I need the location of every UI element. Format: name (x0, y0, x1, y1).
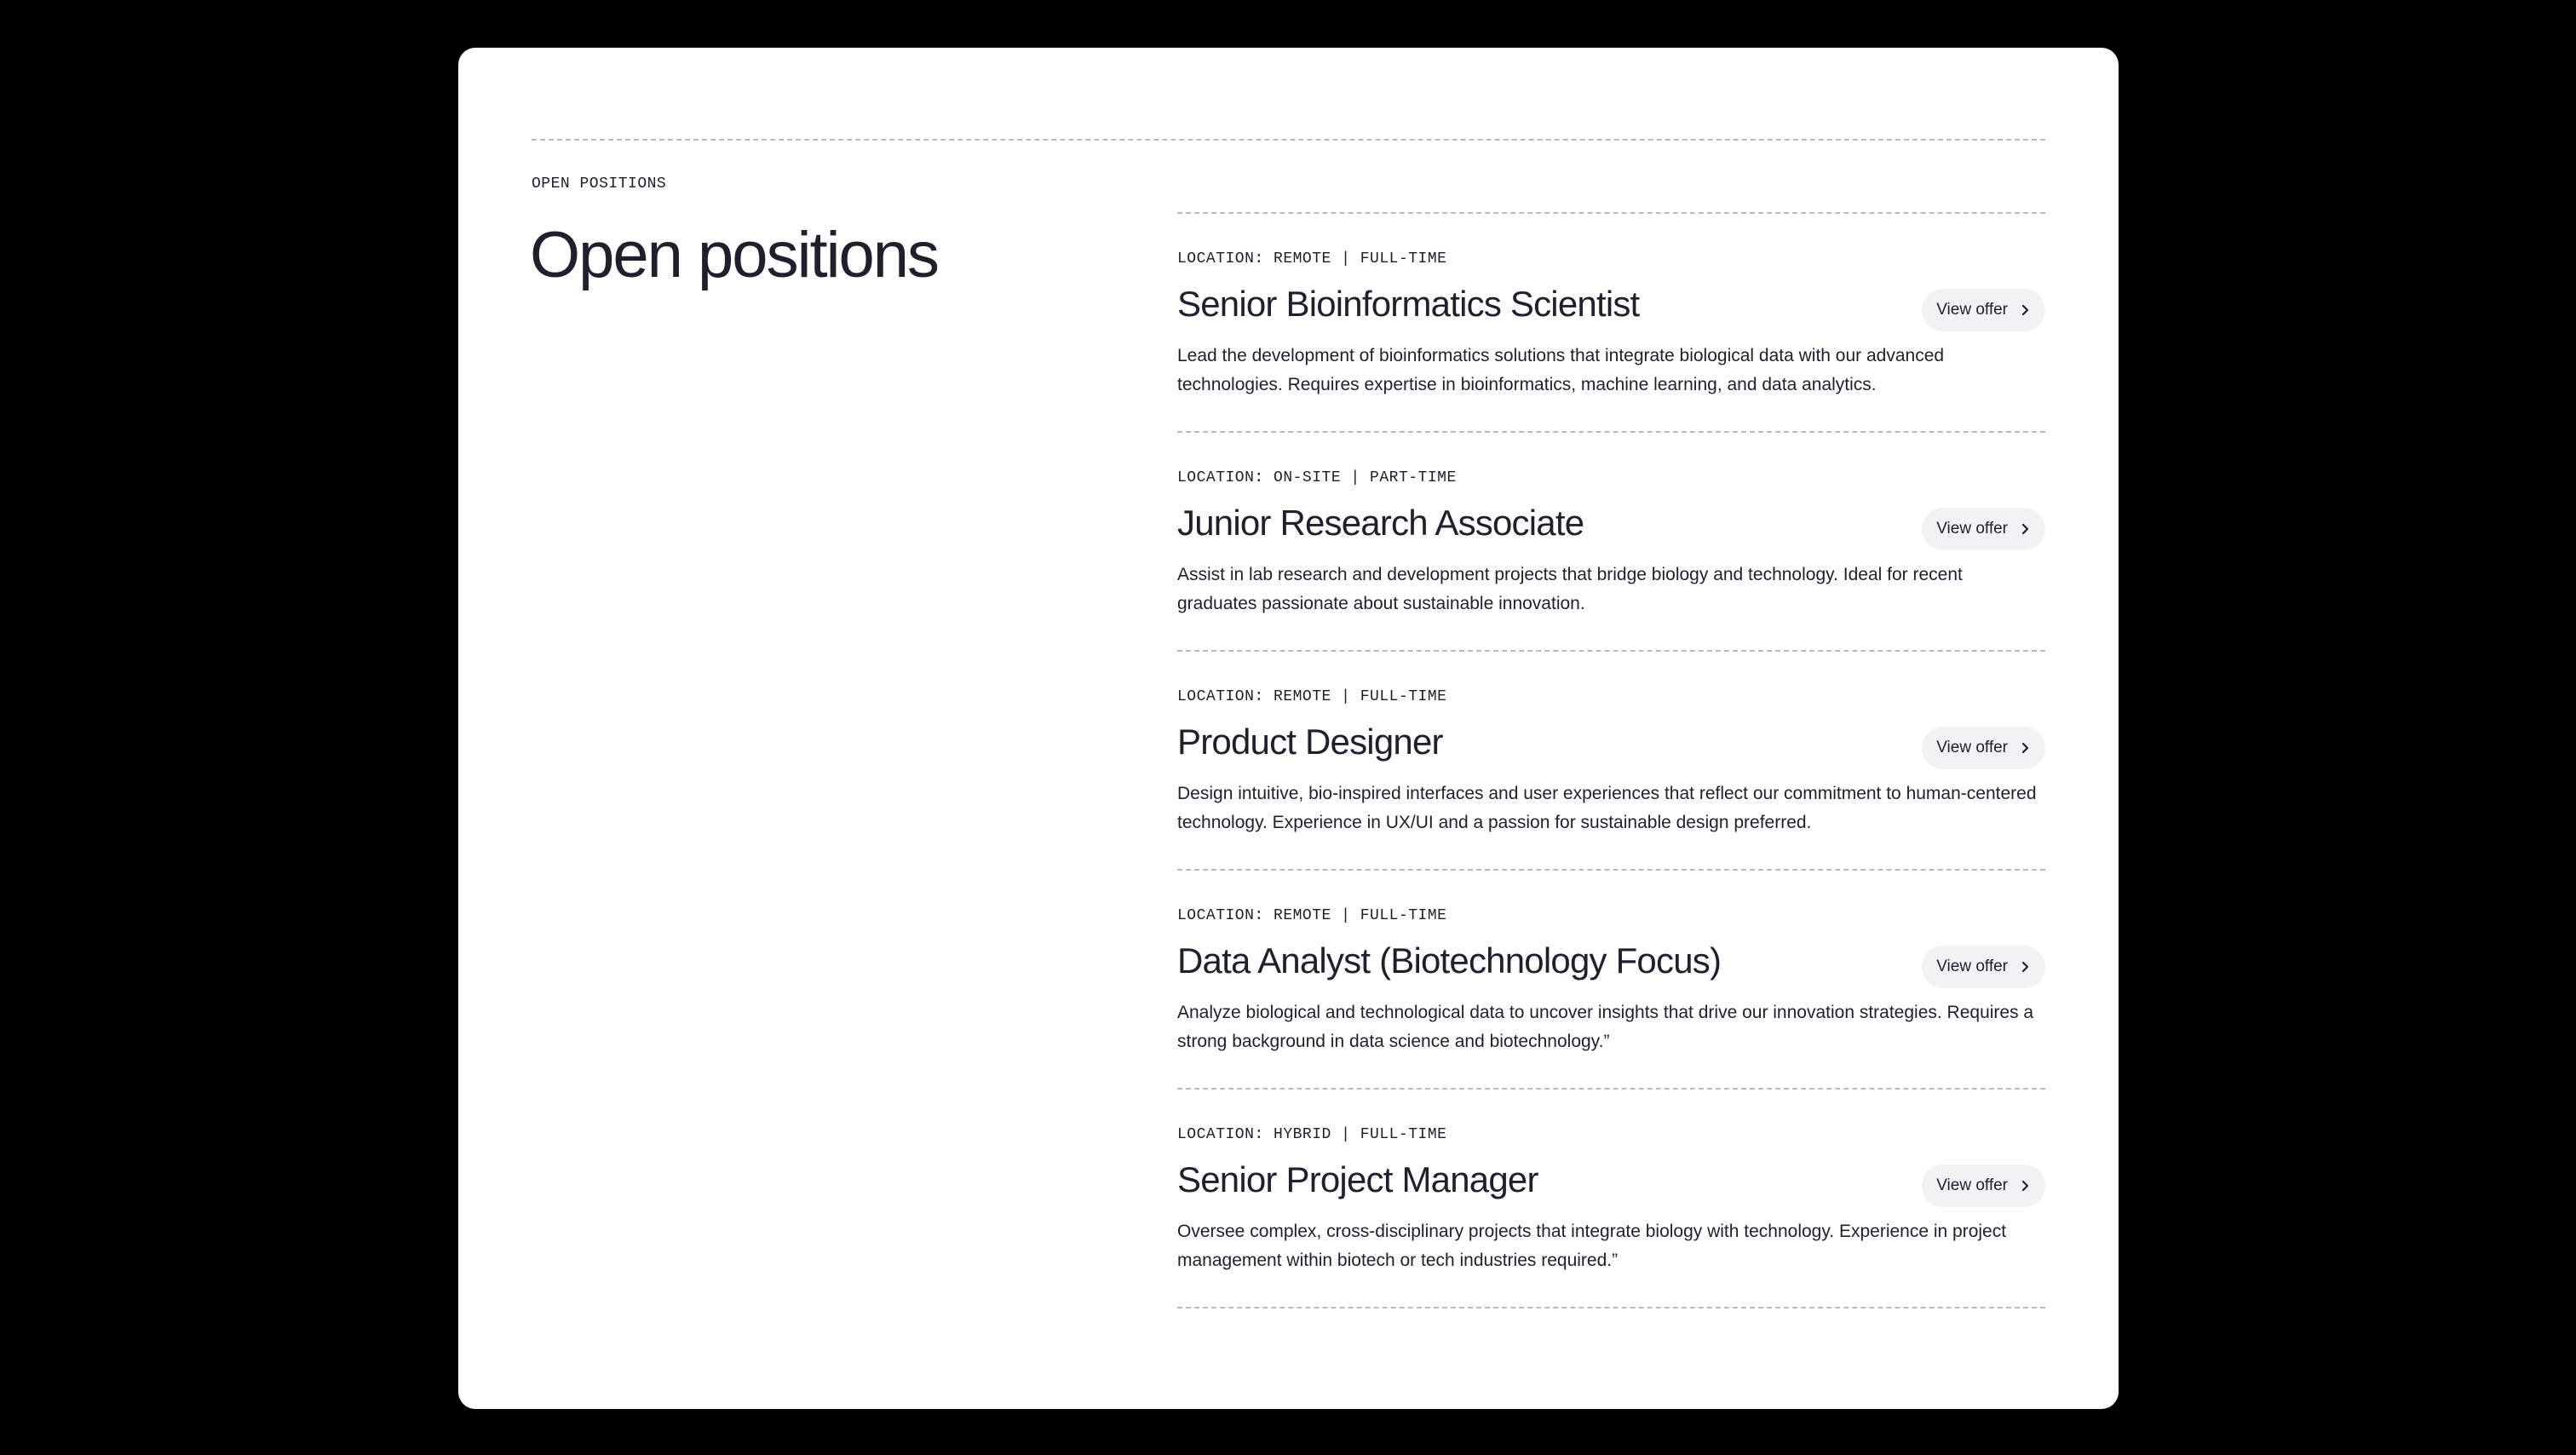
positions-list (1177, 212, 2045, 1308)
view-offer-label: View offer (1936, 520, 2008, 538)
job-location-meta: LOCATION: HYBRID | FULL-TIME (1177, 1126, 1447, 1143)
chevron-right-icon (2018, 960, 2032, 974)
job-item-senior-project-manager (1177, 1090, 2045, 1308)
top-divider (532, 139, 2045, 141)
job-description: Oversee complex, cross-disciplinary projects that integrate biology with technology. Experience in project management within biotech or tech industries required.” (1177, 1222, 2007, 1270)
page-title: Open positions (530, 219, 938, 291)
job-location-meta: LOCATION: ON-SITE | PART-TIME (1177, 469, 1457, 486)
job-title: Senior Project Manager (1177, 1159, 1538, 1199)
job-title: Product Designer (1177, 722, 1443, 762)
view-offer-label: View offer (1936, 739, 2008, 756)
job-description: Assist in lab research and development projects that bridge biology and technology. Ideal for recent graduates passionate about sustainable innovation. (1177, 565, 1963, 613)
view-offer-label: View offer (1936, 301, 2008, 319)
view-offer-button[interactable] (1922, 727, 2045, 769)
view-offer-button[interactable] (1922, 1165, 2045, 1207)
view-offer-button[interactable] (1922, 946, 2045, 988)
job-location-meta: LOCATION: REMOTE | FULL-TIME (1177, 250, 1447, 267)
open-positions-card (458, 48, 2119, 1409)
job-item-data-analyst (1177, 871, 2045, 1090)
job-description: Design intuitive, bio-inspired interfaces and user experiences that reflect our commitment to human-centered technology. Experience in UX/UI and a passion for sustainable design preferred. (1177, 784, 2037, 832)
job-item-junior-research-associate (1177, 433, 2045, 652)
view-offer-button[interactable] (1922, 508, 2045, 550)
job-item-senior-bioinformatics-scientist (1177, 214, 2045, 433)
chevron-right-icon (2018, 522, 2032, 536)
job-title: Junior Research Associate (1177, 503, 1584, 543)
view-offer-label: View offer (1936, 1176, 2008, 1194)
job-location-meta: LOCATION: REMOTE | FULL-TIME (1177, 688, 1447, 705)
job-title: Data Analyst (Biotechnology Focus) (1177, 940, 1722, 981)
chevron-right-icon (2018, 303, 2032, 317)
job-description: Lead the development of bioinformatics solutions that integrate biological data with our advanced technologies. Requires expertise in bioinformatics, machine learning, and data analytics. (1177, 346, 1945, 394)
job-title: Senior Bioinformatics Scientist (1177, 284, 1640, 324)
job-location-meta: LOCATION: REMOTE | FULL-TIME (1177, 907, 1447, 924)
job-description: Analyze biological and technological data to uncover insights that drive our innovation strategies. Requires a strong background in data science and biotechnology.” (1177, 1003, 2034, 1051)
chevron-right-icon (2018, 741, 2032, 755)
view-offer-button[interactable] (1922, 289, 2045, 331)
job-item-product-designer (1177, 652, 2045, 871)
view-offer-label: View offer (1936, 958, 2008, 975)
chevron-right-icon (2018, 1179, 2032, 1193)
section-eyebrow: OPEN POSITIONS (532, 175, 667, 193)
